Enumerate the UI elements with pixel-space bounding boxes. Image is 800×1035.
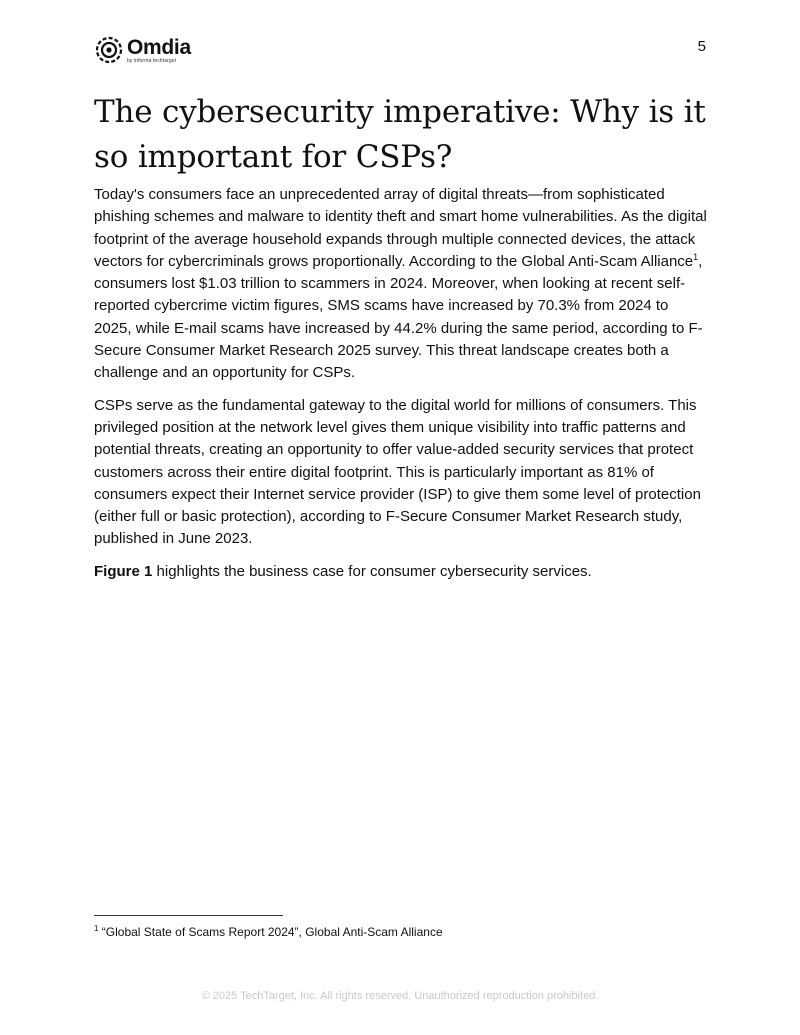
- omdia-logo: [95, 36, 191, 64]
- logo-name: Omdia: [127, 35, 191, 59]
- paragraph-threats: [94, 184, 708, 385]
- figure-reference-label: Figure 1: [94, 562, 153, 580]
- paragraph-figure-reference: [94, 561, 708, 583]
- footnote-reference[interactable]: 1: [693, 251, 699, 262]
- omdia-logo-icon: [95, 36, 123, 64]
- page-title: The cybersecurity imperative: Why is it so important for CSPs?: [94, 94, 706, 175]
- article-body: [94, 184, 708, 593]
- footnote-text: “Global State of Scams Report 2024”, Global Anti-Scam Alliance: [98, 925, 443, 939]
- figure-reference-text: highlights the business case for consumer cybersecurity services.: [152, 562, 592, 580]
- paragraph-csp-gateway: CSPs serve as the fundamental gateway to the digital world for millions of consumers. This privileged position at the network level gives them unique visibility into traffic patterns and potential threats, creating an opportunity to offer value-added security services that protect customers across their entire digital footprint. This is particularly important as 81% of consumers expect their Internet service provider (ISP) to give them some level of protection (either full or basic protection), according to F-Secure Consumer Market Research study, published in June 2023.: [94, 396, 701, 548]
- footnote: [94, 925, 694, 939]
- page-number: 5: [697, 38, 706, 55]
- logo-subtitle: by informa techtarget: [127, 57, 177, 64]
- copyright-notice: © 2025 TechTarget, Inc. All rights reserved. Unauthorized reproduction prohibited.: [201, 990, 599, 1002]
- paragraph-threats-text-a: Today's consumers face an unprecedented array of digital threats—from sophisticated phishing schemes and malware to identity theft and smart home vulnerabilities. As the digital footprint of the average household expands through multiple connected devices, the attack vectors for cybercriminals grows proportionally. According to the Global Anti-Scam Alliance: [94, 186, 707, 270]
- footnote-number: 1: [94, 924, 99, 933]
- paragraph-threats-text-b: , consumers lost $1.03 trillion to scammers in 2024. Moreover, when looking at recent self-reported cybercrime victim figures, SMS scams have increased by 70.3% from 2024 to 2025, while E-mail scams have increased by 44.2% during the same period, according to F-Secure Consumer Market Research 2025 survey. This threat landscape creates both a challenge and an opportunity for CSPs.: [94, 252, 703, 382]
- footnote-divider: [94, 915, 283, 916]
